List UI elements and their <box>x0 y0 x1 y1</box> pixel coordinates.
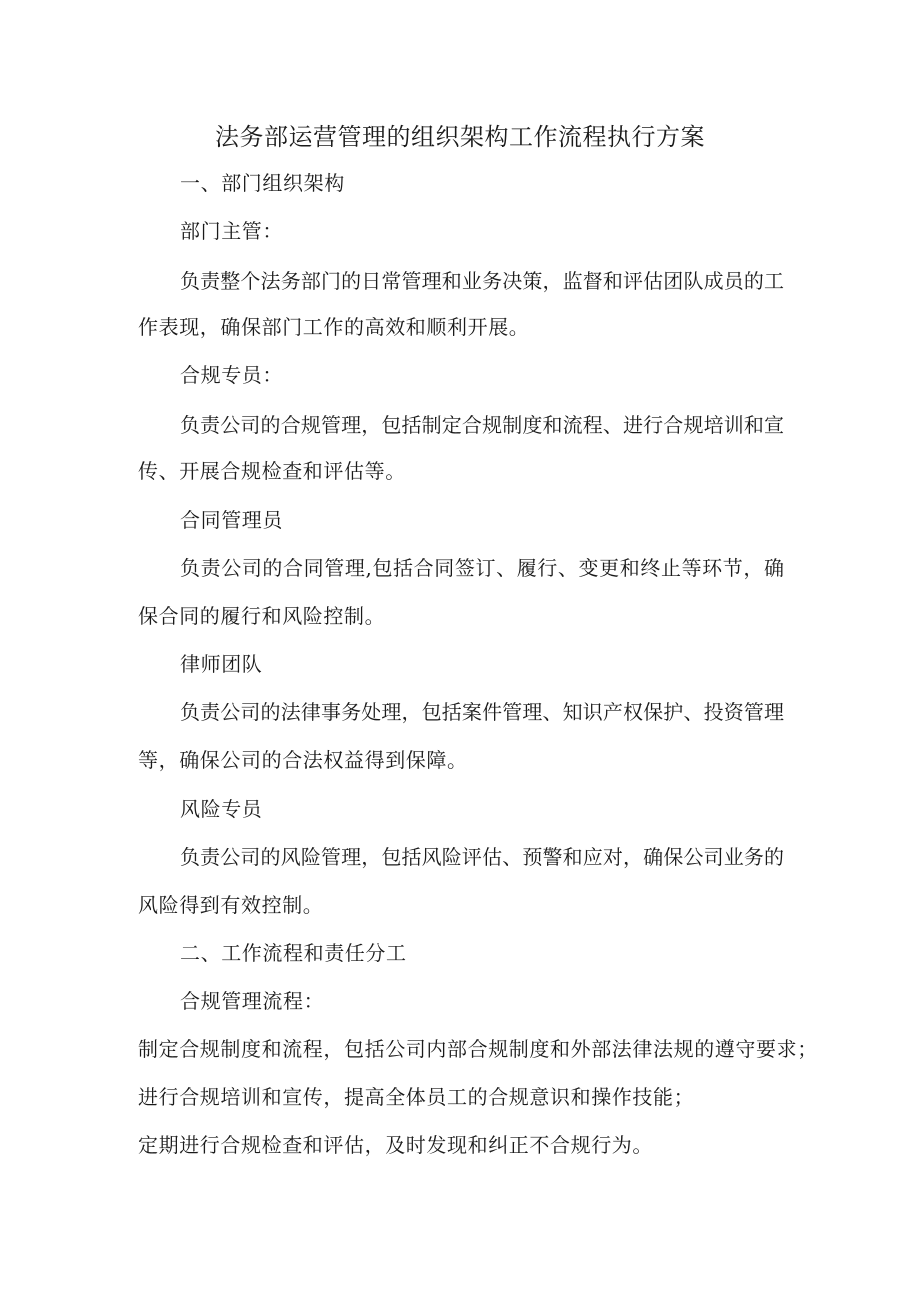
role-desc-risk-line1: 负责公司的风险管理，包括风险评估、预警和应对，确保公司业务的 <box>180 845 784 869</box>
role-name-head: 部门主管： <box>180 219 283 243</box>
role-name-compliance: 合规专员： <box>180 363 283 387</box>
role-desc-compliance-line2: 传、开展合规检查和评估等。 <box>138 459 406 483</box>
role-desc-lawyers-line1: 负责公司的法律事务处理，包括案件管理、知识产权保护、投资管理 <box>180 700 784 724</box>
role-desc-lawyers-line2: 等，确保公司的合法权益得到保障。 <box>138 748 468 772</box>
role-desc-head-line2: 作表现，确保部门工作的高效和顺利开展。 <box>138 315 530 339</box>
role-desc-compliance-line1: 负责公司的合规管理，包括制定合规制度和流程、进行合规培训和宣 <box>180 413 784 437</box>
role-name-contract: 合同管理员 <box>180 508 283 532</box>
role-desc-contract-line1: 负责公司的合同管理,包括合同签订、履行、变更和终止等环节，确 <box>180 556 784 580</box>
role-name-risk: 风险专员 <box>180 797 263 821</box>
document-title: 法务部运营管理的组织架构工作流程执行方案 <box>215 123 705 151</box>
role-name-lawyers: 律师团队 <box>180 652 263 676</box>
role-desc-contract-line2: 保合同的履行和风险控制。 <box>138 604 386 628</box>
role-desc-risk-line2: 风险得到有效控制。 <box>138 893 324 917</box>
list-item: 进行合规培训和宣传，提高全体员工的合规意识和操作技能； <box>138 1085 695 1109</box>
section-heading-org: 一、部门组织架构 <box>180 171 345 195</box>
list-item: 定期进行合规检查和评估，及时发现和纠正不合规行为。 <box>138 1133 653 1157</box>
role-desc-head-line1: 负责整个法务部门的日常管理和业务决策，监督和评估团队成员的工 <box>180 269 784 293</box>
section-heading-workflow: 二、工作流程和责任分工 <box>180 941 407 965</box>
subheading-compliance-flow: 合规管理流程： <box>180 989 325 1013</box>
list-item: 制定合规制度和流程，包括公司内部合规制度和外部法律法规的遵守要求； <box>138 1037 818 1061</box>
